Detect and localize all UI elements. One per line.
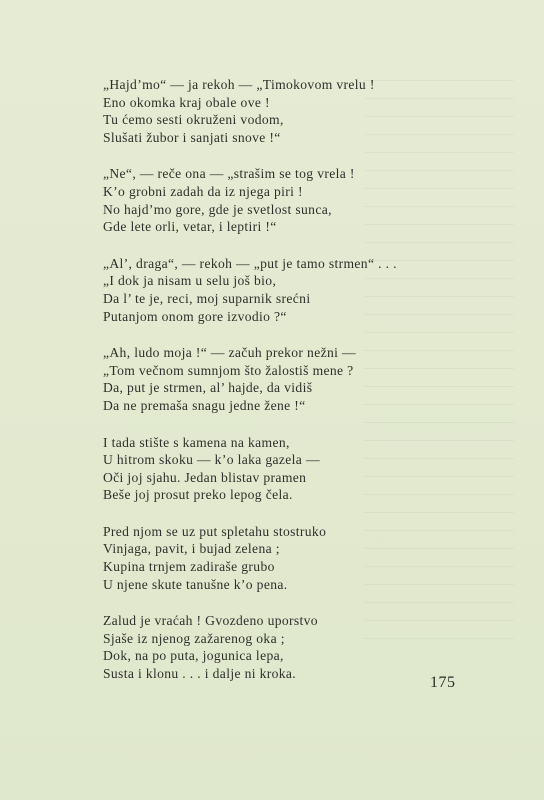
poem-line: Dok, na po puta, jogunica lepa,: [103, 648, 284, 664]
poem-line: Da ne premaša snagu jedne žene !“: [103, 397, 306, 413]
poem-line: Oči joj sjahu. Jedan blistav pramen: [103, 469, 307, 485]
poem-line: U hitrom skoku — k’o laka gazela —: [103, 452, 320, 468]
poem-line: „Ah, ludo moja !“ — začuh prekor nežni —: [103, 345, 356, 361]
poem-line: „Hajd’mo“ — ja rekoh — „Timokovom vrelu !: [103, 77, 375, 92]
poem-line: Da, put je strmen, al’ hajde, da vidiš: [103, 380, 313, 396]
poem-line: U njene skute tanušne k’o pena.: [103, 576, 288, 592]
poem-line: Zalud je vraćah ! Gvozdeno uporstvo: [103, 613, 318, 629]
poem-line: Beše joj prosut preko lepog čela.: [103, 487, 293, 503]
poem-line: „Al’, draga“, — rekoh — „put je tamo strmen“ . . .: [103, 255, 397, 271]
poem-line: „Tom večnom sumnjom što žalostiš mene ?: [103, 362, 354, 378]
stanza-3: [103, 255, 433, 325]
stanza-7: [103, 612, 433, 682]
poem-line: Putanjom onom gore izvodio ?“: [103, 308, 287, 324]
stanza-4: [103, 344, 433, 414]
stanza-2: [103, 165, 433, 235]
poem-line: Vinjaga, pavit, i bujad zelena ;: [103, 541, 280, 557]
stanza-6: [103, 523, 433, 593]
poem-line: Da l’ te je, reci, moj suparnik srećni: [103, 290, 311, 306]
poem-line: „Ne“, — reče ona — „strašim se tog vrela !: [103, 166, 355, 182]
poem-line: Tu ćemo sesti okruženi vodom,: [103, 112, 284, 128]
poem-line: Slušati žubor i sanjati snove !“: [103, 129, 281, 145]
page-number: 175: [430, 674, 456, 691]
poem-line: Gde lete orli, vetar, i leptiri !“: [103, 219, 277, 235]
poem-body: [103, 76, 433, 702]
poem-line: Pred njom se uz put spletahu stostruko: [103, 523, 327, 539]
poem-line: Kupina trnjem zadiraše grubo: [103, 559, 275, 575]
poem-line: No hajd’mo gore, gde je svetlost sunca,: [103, 201, 332, 217]
poem-line: I tada stište s kamena na kamen,: [103, 434, 290, 450]
poem-line: Eno okomka kraj obale ove !: [103, 94, 270, 110]
stanza-1: [103, 76, 433, 146]
poem-line: Susta i klonu . . . i dalje ni kroka.: [103, 666, 297, 682]
stanza-5: [103, 434, 433, 504]
poem-line: K’o grobni zadah da iz njega piri !: [103, 183, 303, 199]
poem-line: Sjaše iz njenog zažarenog oka ;: [103, 630, 285, 646]
poem-line: „I dok ja nisam u selu još bio,: [103, 273, 277, 289]
